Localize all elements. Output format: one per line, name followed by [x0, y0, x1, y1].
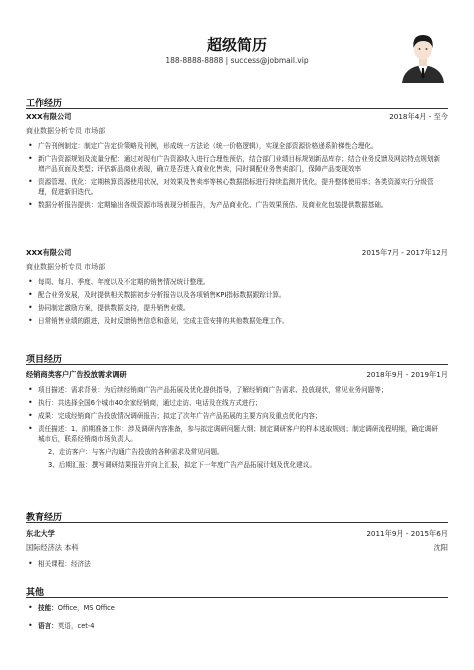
project-step: 2、走访客户：与客户沟通广告投放的各种需求及常见问题。: [48, 448, 224, 456]
job-bullets: [26, 141, 444, 210]
job-bullets: [26, 277, 444, 326]
job-role: 商业数据分析专员 市场部: [26, 263, 106, 271]
job-bullet: • 每周、每月、季度、年度以及不定期的销售情况统计整理。: [26, 277, 444, 287]
project-bullet: • 执行：共选择全国6个城市40余家经销商，通过走访、电话及在线方式进行；: [26, 398, 444, 408]
school-name: 东北大学: [26, 529, 55, 538]
project-bullet: • 责任描述：1、前期准备工作：涉及调研内容准备，参与拟定调研问题大纲；制定调研客户的样本选取规则；制定调研流程明细，确定调研城市后，联系经销商市场负责人。: [26, 424, 444, 444]
project-dates: 2018年9月 - 2019年1月: [366, 370, 448, 379]
company-name: XXX有限公司: [26, 248, 72, 257]
language-label: 语言：: [38, 622, 58, 630]
education-dates: 2011年9月 - 2015年6月: [366, 529, 448, 538]
job-bullet: • 协同制定激励方案，提供数据支持，提升销售业绩。: [26, 303, 444, 313]
project-bullets: [26, 385, 444, 470]
skill-value: Office，MS Office: [57, 604, 115, 612]
language-item: [26, 621, 444, 631]
project-bullet: • 成果：完成经销商广告投放情况调研报告；拟定了次年广告产品拓展的主要方向及重点优化内容；: [26, 411, 444, 421]
job-bullet: • 数据分析报告提供：定期输出各级资源市场表现分析报告，为产品商业化、广告效果预估、及商业化包装提供数据基础。: [26, 200, 444, 210]
job-dates: 2018年4月 - 至今: [389, 112, 448, 121]
project-bullet: • 项目描述：需求背景：为后续经销商广告产品拓展及优化提供指导，了解经销商广告需求、投放现状，常见业务问题等；: [26, 385, 444, 395]
job-bullet: • 配合业务发展，及时提供相关数据初步分析报告以及各项销售KPI指标数据跟踪计算。: [26, 290, 444, 300]
education-bullets: [26, 559, 444, 569]
job-bullet: • 资源管理、优化：定期核算资源使用状况，对效果及售卖率等核心数据指标进行持续监测并优化，提升整体使用率；各类资源实行分级管理，促进新旧迭代。: [26, 177, 444, 197]
company-name: XXX有限公司: [26, 112, 72, 121]
skill-label: 技能：: [38, 604, 58, 612]
section-title-other: 其他: [26, 588, 45, 598]
job-role: 商业数据分析专员 市场部: [26, 127, 106, 135]
job-bullet: • 广告刊例制定：制定广告定价策略及刊例，形成统一方法论（统一价格逻辑），实现全部资源价格递系阶梯性合理化。: [26, 141, 444, 151]
language-value: 英语，cet-4: [57, 622, 95, 630]
section-divider: [26, 522, 448, 523]
education-bullet: • 相关课程：经济法: [26, 559, 444, 569]
avatar-icon: [398, 27, 448, 83]
section-divider: [26, 597, 448, 598]
major: 国际经济法 本科: [26, 543, 79, 552]
section-title-education: 教育经历: [26, 513, 63, 523]
job-bullet: • 日常销售业绩的跟进，及时反馈销售信息和意见，完成主管安排的其他数据处理工作。: [26, 316, 444, 326]
job-dates: 2015年7月 - 2017年12月: [361, 248, 448, 257]
skill-item: [26, 603, 444, 613]
resume-name: 超级简历: [206, 36, 267, 54]
contact-info: 188-8888-8888 | success@jobmail.vip: [165, 56, 309, 65]
section-title-work: 工作经历: [26, 99, 63, 109]
section-divider: [26, 364, 448, 365]
section-title-project: 项目经历: [26, 355, 63, 365]
job-bullet: • 新广告资源规划及流量分配：通过对现有广告资源收入进行合理性预估，结合部门业绩目标规划新品库存；结合业务反馈及网站特点规划新增产品页面及类型；评估新品商业表现，确立是否进入商业化售卖，同时调配业务售卖部门，保障产品变现效率: [26, 154, 444, 174]
project-step: 3、后期汇报：撰写调研结果报告并向上汇报，拟定下一年度广告产品拓展计划及优化建议。: [48, 461, 316, 469]
other-list: [26, 603, 444, 631]
section-divider: [26, 108, 448, 109]
education-city: 沈阳: [433, 543, 448, 552]
project-name: 经销商类客户广告投放需求调研: [26, 370, 127, 379]
